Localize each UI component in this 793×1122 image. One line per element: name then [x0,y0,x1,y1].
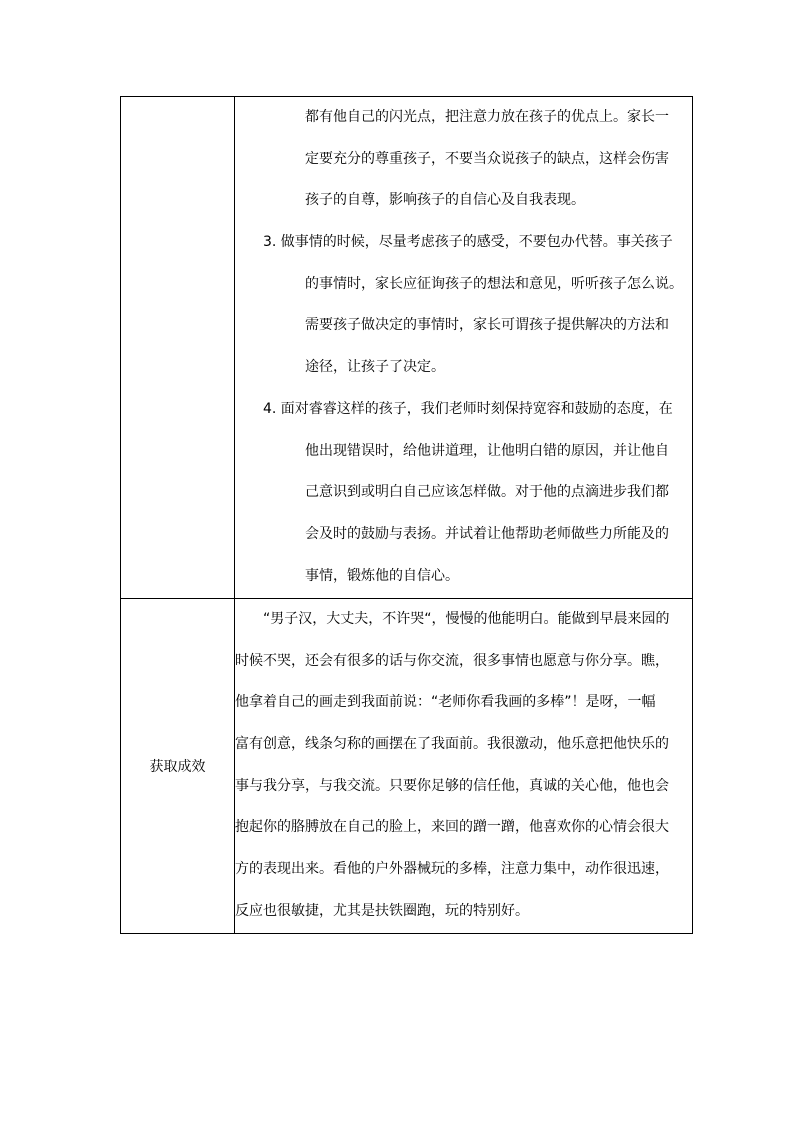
text-line: 都有他自己的闪光点，把注意力放在孩子的优点上。家长一 [305,109,669,125]
row-label-cell [121,97,235,599]
text-line: 会及时的鼓励与表扬。并试着让他帮助老师做些力所能及的 [305,525,669,542]
row-label-cell [121,599,235,934]
text-line: “男子汉，大丈夫，不许哭“，慢慢的他能明白。能做到早晨来园的 [263,611,670,627]
row-label: 获取成效 [149,758,206,775]
content-cell [235,599,693,934]
text-line: 4. 面对睿睿这样的孩子，我们老师时刻保持宽容和鼓励的态度，在 [263,400,673,417]
measures-table [120,96,693,934]
text-line: 事情，锻炼他的自信心。 [305,567,459,584]
text-line: 反应也很敏捷，尤其是扶铁圈跑，玩的特别好。 [235,902,529,919]
text-line: 孩子的自尊，影响孩子的自信心及自我表现。 [305,192,585,209]
text-line: 抱起你的胳膊放在自己的脸上，来回的蹭一蹭，他喜欢你的心情会很大 [235,819,669,836]
text-line: 时候不哭，还会有很多的话与你交流，很多事情也愿意与你分享。瞧， [235,652,669,669]
text-line: 的事情时，家长应征询孩子的想法和意见，听听孩子怎么说。 [305,275,683,292]
text-line: 3. 做事情的时候，尽量考虑孩子的感受，不要包办代替。事关孩子 [263,234,673,251]
table-row [121,97,693,599]
text-line: 途径，让孩子了决定。 [305,359,445,376]
text-line: 他拿着自己的画走到我面前说：“老师你看我画的多棒”！是呀，一幅 [235,694,656,711]
text-line: 富有创意，线条匀称的画摆在了我面前。我很激动，他乐意把他快乐的 [235,736,669,753]
content-cell [235,97,693,599]
text-line: 需要孩子做决定的事情时，家长可谓孩子提供解决的方法和 [305,317,669,334]
text-line: 方的表现出来。看他的户外器械玩的多棒，注意力集中，动作很迅速， [235,861,669,878]
text-line: 定要充分的尊重孩子，不要当众说孩子的缺点，这样会伤害 [305,150,669,167]
text-line: 己意识到或明白自己应该怎样做。对于他的点滴进步我们都 [305,484,669,501]
text-line: 他出现错误时，给他讲道理，让他明白错的原因，并让他自 [305,442,669,459]
text-line: 事与我分享，与我交流。只要你足够的信任他，真诚的关心他，他也会 [235,777,669,794]
table-row [121,599,693,934]
